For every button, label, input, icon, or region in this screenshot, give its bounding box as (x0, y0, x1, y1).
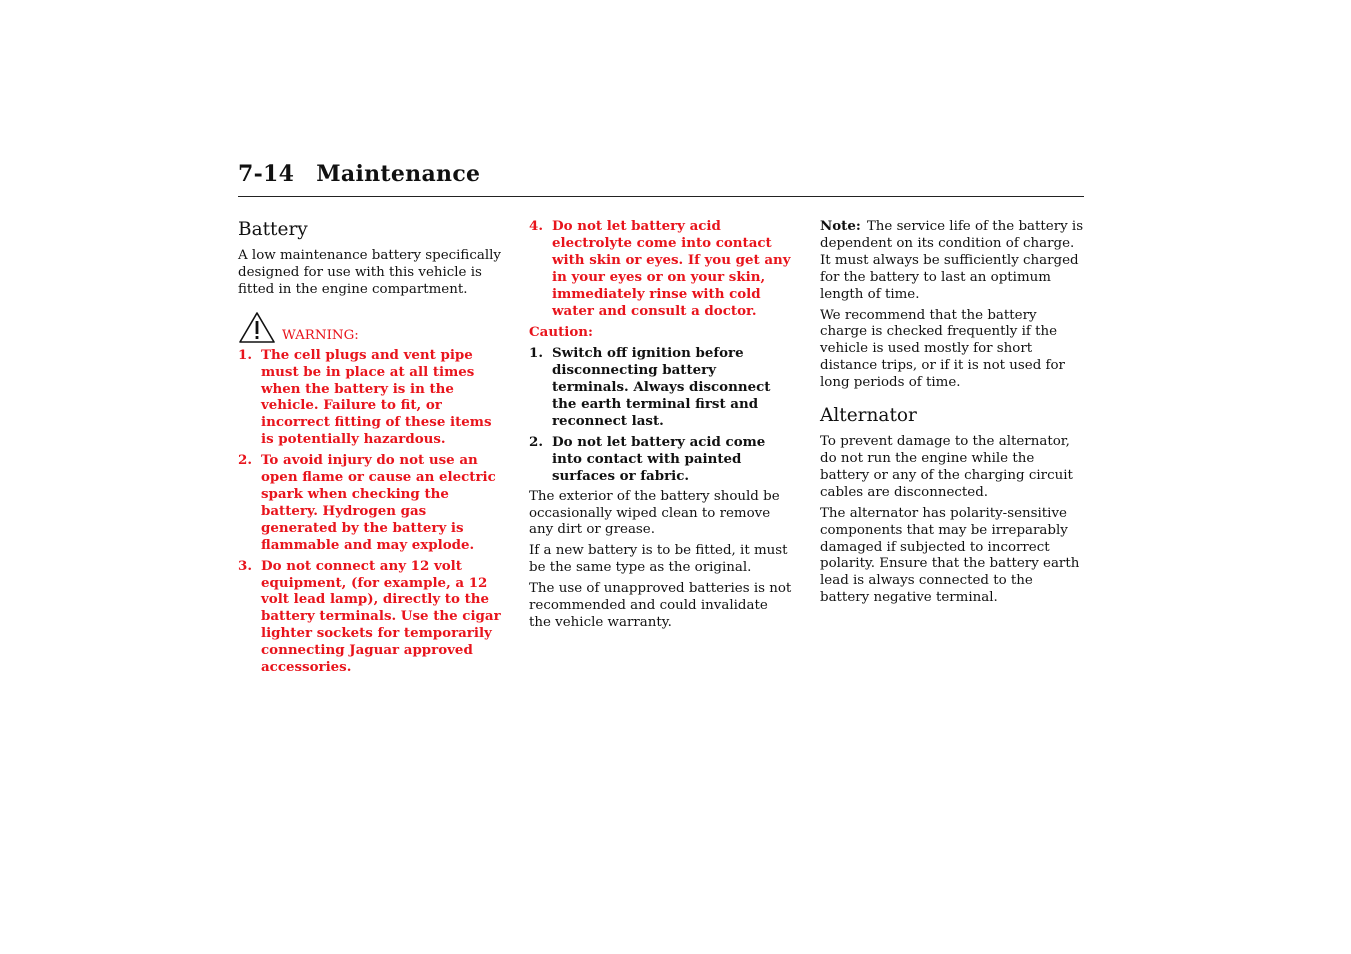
page-number: 7-14 (238, 161, 295, 187)
warning-item: 2. To avoid injury do not use an open flame or cause an electric spark when checking the battery. Hydrogen gas generated by the battery is flammable and may explode. (238, 452, 496, 553)
warning-label: WARNING: (282, 327, 359, 343)
battery-heading: Battery (238, 219, 308, 240)
warning-triangle-icon (238, 311, 276, 344)
alternator-paragraph: The alternator has polarity-sensitive components that may be irreparably damaged if subjected to incorrect polarity. Ensure that the battery earth lead is always connected to the battery negative terminal. (820, 505, 1080, 606)
page-header (238, 158, 1084, 190)
battery-note (820, 218, 1086, 304)
caution-item: 1. Switch off ignition before disconnecting battery terminals. Always disconnect the earth terminal first and reconnect last. (529, 345, 771, 429)
caution-label: Caution: (529, 324, 593, 341)
alternator-heading: Alternator (820, 405, 917, 427)
warning-list-continued (529, 218, 793, 319)
column-1 (238, 218, 502, 680)
caution-item: 2. Do not let battery acid come into contact with painted surfaces or fabric. (529, 433, 766, 484)
header-title (238, 158, 1084, 190)
battery-paragraph: The exterior of the battery should be occasionally wiped clean to remove any dirt or grease. (529, 488, 780, 538)
section-title: Maintenance (316, 161, 481, 187)
warning-item: 4. Do not let battery acid electrolyte come into contact with skin or eyes. If you get any in your eyes or on your skin, immediately rinse with cold water and consult a doctor. (529, 218, 791, 319)
note-label: Note: (820, 218, 861, 234)
warning-item: 3. Do not connect any 12 volt equipment, (for example, a 12 volt lead lamp), directly to the battery terminals. Use the cigar lighter sockets for temporarily connecting Jaguar approved accessories. (238, 557, 501, 676)
battery-paragraph: If a new battery is to be fitted, it must be the same type as the original. (529, 543, 788, 576)
header-rule (238, 196, 1084, 197)
note-text: The service life of the battery is dependent on its condition of charge. It must always be sufficiently charged for the battery to last an optimum length of time. (820, 219, 1084, 302)
column-3 (820, 218, 1086, 611)
caution-list (529, 345, 793, 484)
battery-recommendation: We recommend that the battery charge is checked frequently if the vehicle is used mostly for short distance trips, or if it is not used for long periods of time. (820, 307, 1065, 391)
battery-intro: A low maintenance battery specifically designed for use with this vehicle is fitted in the engine compartment. (238, 248, 501, 297)
battery-paragraph: The use of unapproved batteries is not recommended and could invalidate the vehicle warranty. (529, 581, 792, 630)
alternator-paragraph: To prevent damage to the alternator, do not run the engine while the battery or any of the charging circuit cables are disconnected. (820, 434, 1073, 500)
column-2 (529, 218, 793, 636)
warning-item: 1. The cell plugs and vent pipe must be in place at all times when the battery is in the vehicle. Failure to fit, or incorrect fitting of these items is potentially hazardous. (238, 346, 492, 448)
warning-header (238, 311, 502, 344)
warning-list (238, 347, 502, 676)
